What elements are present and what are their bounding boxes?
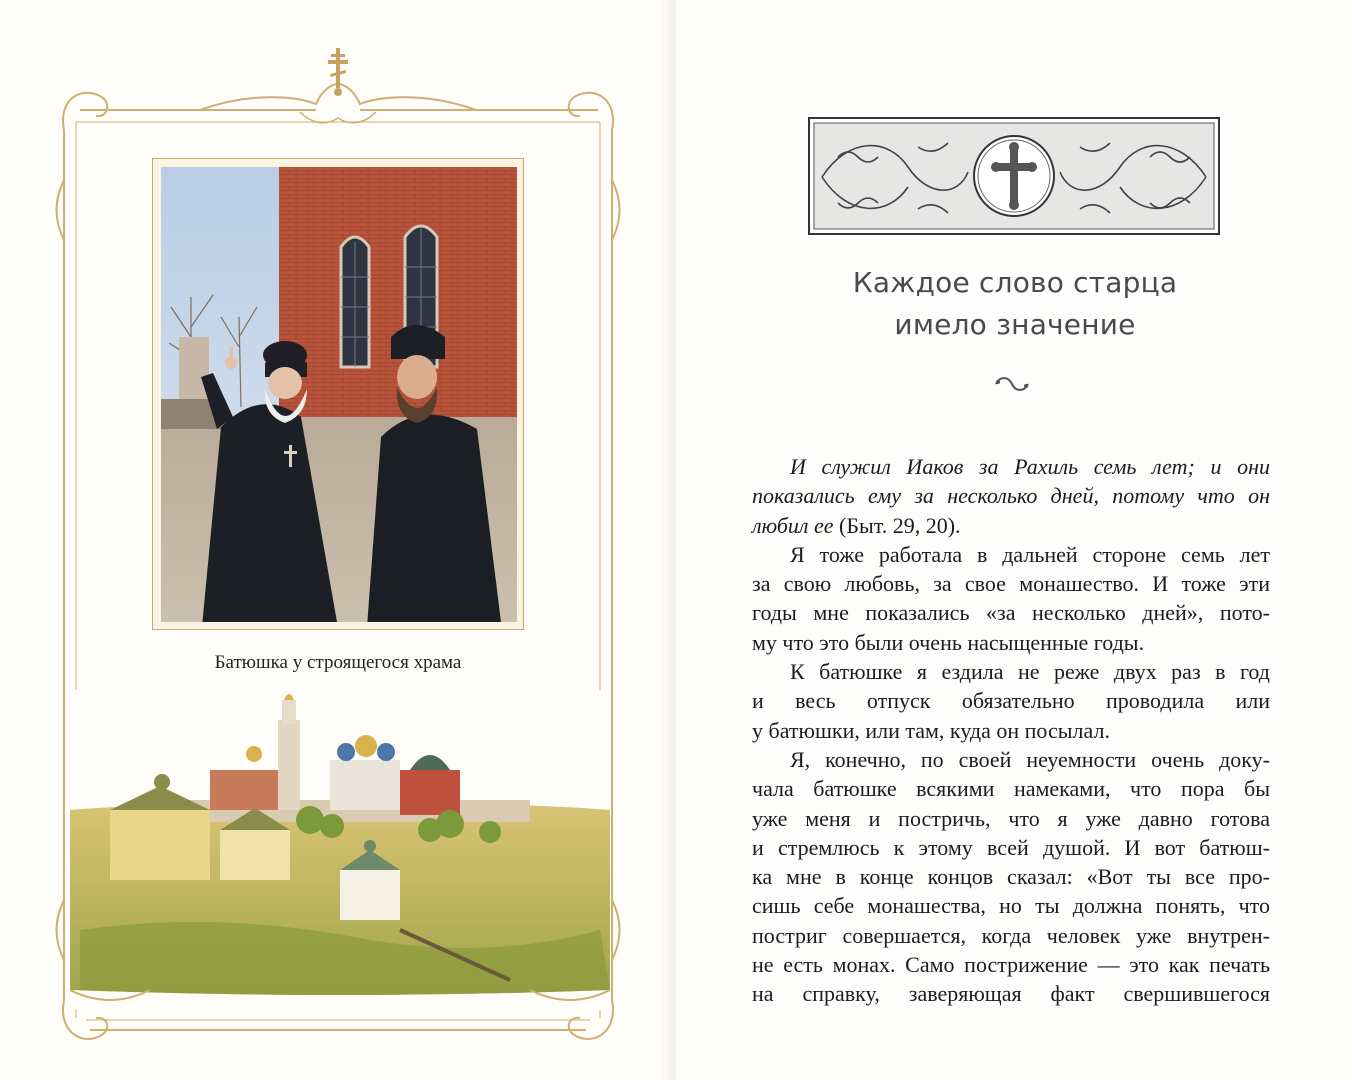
chapter-title-line-2: имело значение (894, 308, 1136, 341)
photo-clergy-at-church (161, 167, 517, 622)
text-line: сишь себе монашества, но ты должна понять, что (752, 893, 1270, 919)
body-text (752, 452, 1270, 1009)
text-line: на справку, заверяющая факт свершившегося (752, 981, 1270, 1007)
text-line: и стремлюсь к этому всей душой. И вот батюш- (752, 834, 1270, 860)
text-line: Я тоже работала в дальней стороне семь лет (790, 541, 1270, 567)
text-line: годы мне показались «за несколько дней», пото- (752, 600, 1270, 626)
text-line: постриг совершается, когда человек уже внутрен- (752, 922, 1270, 948)
text-line: у батюшки, или там, куда он посылал. (752, 717, 1110, 743)
text-line: уже меня и постричь, что я уже давно готова (752, 805, 1270, 831)
text-line: за свою любовь, за свое монашество. И тоже эти (752, 571, 1270, 597)
top-cross-icon (328, 48, 348, 96)
monastery-painting (70, 690, 610, 1010)
text-line: любил ее (Быт. 29, 20). (752, 512, 961, 538)
text-line: ка мне в конце концов сказал: «Вот ты все про- (752, 864, 1270, 890)
text-line: и весь отпуск обязательно проводила или (752, 688, 1270, 714)
text-line: му что это были очень насыщенные годы. (752, 629, 1145, 655)
photo-caption: Батюшка у строящегося храма (214, 652, 462, 673)
chapter-title (790, 262, 1240, 346)
text-line: не есть монах. Само пострижение — это как печать (752, 952, 1270, 978)
text-line: И служил Иаков за Рахиль семь лет; и они (790, 454, 1270, 479)
ornamental-banner (808, 117, 1220, 235)
text-line: показались ему за несколько дней, потому что он (752, 483, 1270, 509)
text-line: чала батюшке всякими намеками, что пора бы (752, 776, 1270, 802)
fleuron-icon (992, 374, 1032, 394)
text-line: Я, конечно, по своей неуемности очень доку- (790, 746, 1270, 772)
chapter-title-line-1: Каждое слово старца (852, 266, 1178, 299)
text-line: К батюшке я ездила не реже двух раз в год (790, 659, 1270, 685)
